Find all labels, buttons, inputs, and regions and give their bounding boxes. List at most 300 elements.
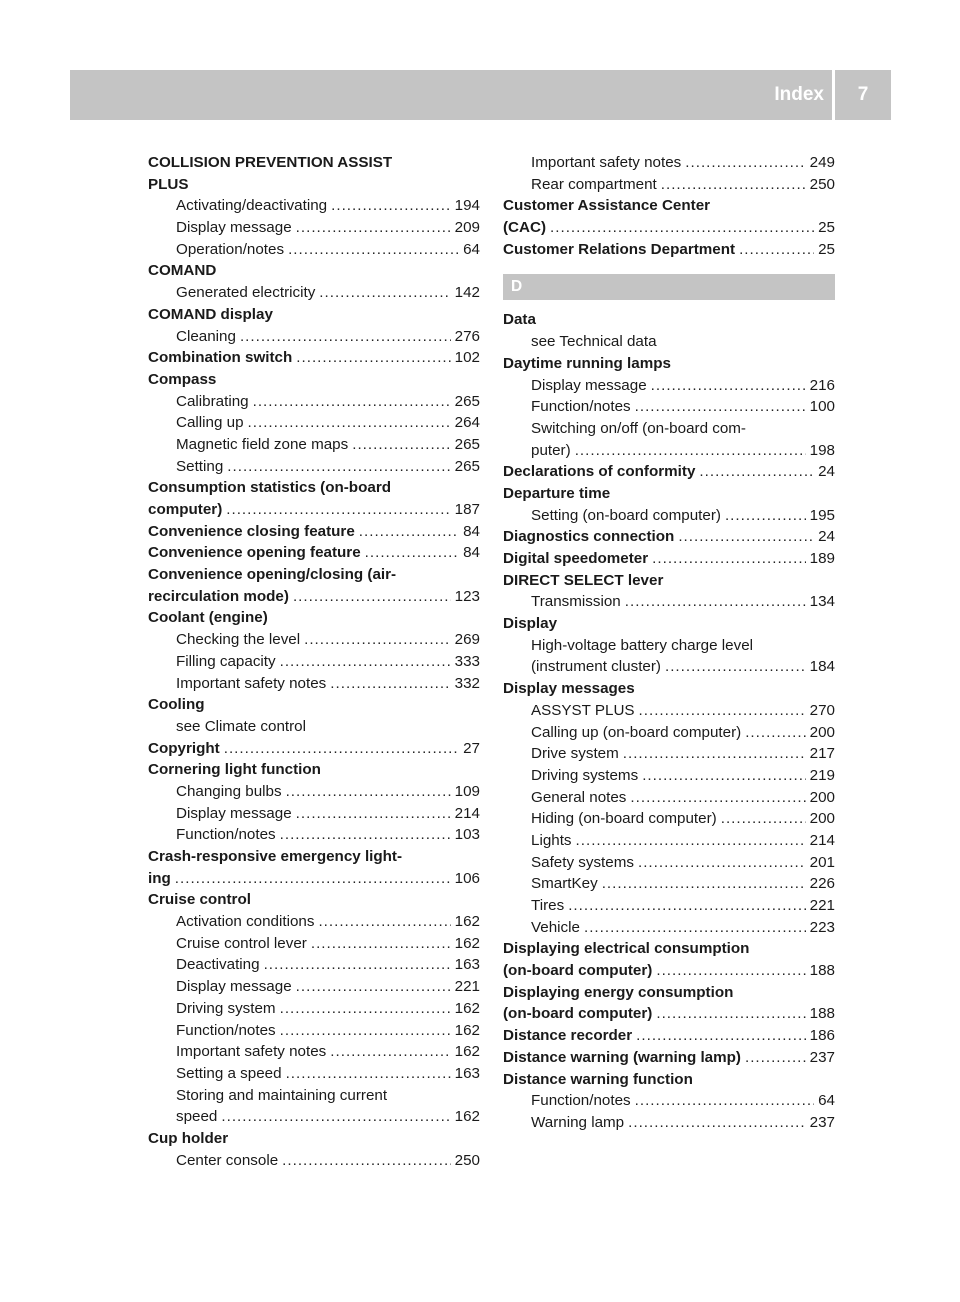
entry-text: Display message bbox=[531, 376, 647, 394]
page-reference: 269 bbox=[454, 631, 480, 649]
index-subentry bbox=[148, 282, 480, 304]
entry-text: Vehicle bbox=[531, 918, 580, 936]
index-entry bbox=[503, 1025, 835, 1047]
index-entry bbox=[503, 938, 835, 960]
leader-dots bbox=[575, 440, 806, 462]
index-entry bbox=[148, 759, 480, 781]
entry-text: Distance warning function bbox=[503, 1070, 693, 1088]
entry-text: Cleaning bbox=[176, 327, 236, 345]
entry-text: Crash-responsive emergency light- bbox=[148, 848, 403, 865]
index-column-left bbox=[148, 152, 480, 1171]
page-reference: 142 bbox=[454, 284, 480, 302]
entry-text: Display messages bbox=[503, 680, 635, 698]
page-number: 7 bbox=[857, 84, 869, 105]
page-reference: 276 bbox=[454, 327, 480, 345]
index-entry bbox=[503, 678, 835, 700]
index-entry bbox=[148, 174, 480, 196]
entry-text: Deactivating bbox=[176, 956, 260, 974]
leader-dots bbox=[175, 868, 451, 890]
index-subentry bbox=[503, 152, 835, 174]
page-reference: 188 bbox=[809, 1005, 835, 1023]
entry-text: Digital speedometer bbox=[503, 550, 649, 567]
page-reference: 188 bbox=[809, 962, 835, 980]
entry-text: Function/notes bbox=[531, 1092, 631, 1110]
page-reference: 265 bbox=[454, 435, 480, 453]
leader-dots bbox=[296, 217, 451, 239]
index-subentry bbox=[503, 787, 835, 809]
index-entry bbox=[503, 613, 835, 635]
index-entry bbox=[503, 239, 835, 261]
leader-dots bbox=[656, 1003, 805, 1025]
index-subentry bbox=[148, 195, 480, 217]
leader-dots bbox=[264, 954, 451, 976]
entry-text: Cornering light function bbox=[148, 761, 321, 779]
index-entry bbox=[148, 542, 480, 564]
page-reference: 24 bbox=[818, 528, 835, 546]
entry-text: Customer Relations Department bbox=[503, 240, 736, 258]
page-reference: 249 bbox=[809, 154, 835, 171]
index-subentry bbox=[503, 895, 835, 917]
index-subentry bbox=[148, 1063, 480, 1085]
leader-dots bbox=[248, 412, 451, 434]
leader-dots bbox=[584, 917, 806, 939]
page-reference: 221 bbox=[809, 897, 835, 914]
entry-text: Declarations of conformity bbox=[503, 463, 696, 481]
index-subentry bbox=[148, 824, 480, 846]
index-entry bbox=[148, 260, 480, 282]
page-reference: 265 bbox=[454, 392, 480, 410]
entry-text: General notes bbox=[531, 788, 627, 806]
entry-text: Tires bbox=[531, 897, 565, 914]
index-entry bbox=[503, 960, 835, 982]
leader-dots bbox=[656, 960, 805, 982]
page-reference: 25 bbox=[818, 219, 835, 237]
entry-text: Combination switch bbox=[148, 349, 293, 367]
index-entry bbox=[503, 982, 835, 1004]
entry-text: Compass bbox=[148, 370, 217, 388]
entry-text: Setting (on-board computer) bbox=[531, 506, 721, 524]
index-subentry bbox=[148, 911, 480, 933]
leader-dots bbox=[330, 1041, 450, 1063]
entry-text: Activation conditions bbox=[176, 913, 315, 931]
page-reference: 64 bbox=[818, 1092, 835, 1110]
index-entry bbox=[503, 1003, 835, 1025]
page-reference: 187 bbox=[454, 501, 480, 518]
index-subentry bbox=[503, 505, 835, 527]
index-list-continued bbox=[503, 152, 835, 260]
entry-text: Generated electricity bbox=[176, 284, 316, 302]
leader-dots bbox=[280, 998, 451, 1020]
entry-text: speed bbox=[176, 1108, 218, 1126]
entry-text: ing bbox=[148, 869, 171, 887]
entry-text: see Climate control bbox=[176, 717, 306, 735]
leader-dots bbox=[311, 933, 451, 955]
leader-dots bbox=[630, 787, 805, 809]
leader-dots bbox=[296, 976, 451, 998]
index-subentry bbox=[503, 418, 835, 440]
page-reference: 221 bbox=[454, 978, 480, 996]
leader-dots bbox=[227, 456, 450, 478]
index-entry bbox=[148, 152, 480, 174]
entry-text: Distance warning (warning lamp) bbox=[503, 1048, 741, 1066]
leader-dots bbox=[642, 765, 805, 787]
page-reference: 237 bbox=[809, 1048, 835, 1066]
page-reference: 200 bbox=[809, 788, 835, 806]
entry-text: Cup holder bbox=[148, 1129, 229, 1147]
page-reference: 223 bbox=[809, 918, 835, 936]
page-reference: 27 bbox=[463, 739, 480, 757]
entry-text: computer) bbox=[148, 501, 223, 518]
index-entry bbox=[148, 694, 480, 716]
index-subentry bbox=[148, 629, 480, 651]
index-subentry bbox=[503, 1112, 835, 1134]
index-entry bbox=[503, 1047, 835, 1069]
index-subentry bbox=[148, 1106, 480, 1128]
page-reference: 64 bbox=[463, 240, 480, 258]
index-column-right bbox=[503, 152, 835, 1134]
leader-dots bbox=[721, 808, 806, 830]
index-subentry bbox=[148, 326, 480, 348]
entry-text: COLLISION PREVENTION ASSIST bbox=[148, 154, 393, 171]
page-reference: 332 bbox=[454, 674, 480, 692]
entry-text: Function/notes bbox=[176, 1021, 276, 1039]
page-reference: 209 bbox=[454, 219, 480, 237]
index-subentry bbox=[503, 375, 835, 397]
index-subentry bbox=[148, 976, 480, 998]
index-entry bbox=[503, 353, 835, 375]
entry-text: Displaying energy consumption bbox=[503, 983, 734, 1001]
page-reference: 264 bbox=[454, 414, 480, 432]
page-reference: 162 bbox=[454, 934, 480, 952]
index-entry bbox=[503, 570, 835, 592]
entry-text: Checking the level bbox=[176, 631, 301, 649]
index-subentry bbox=[503, 635, 835, 657]
entry-text: Storing and maintaining current bbox=[176, 1086, 388, 1104]
index-entry bbox=[148, 499, 480, 521]
entry-text: (instrument cluster) bbox=[531, 658, 661, 676]
leader-dots bbox=[359, 521, 459, 543]
entry-text: Warning lamp bbox=[531, 1113, 625, 1131]
index-entry bbox=[503, 1069, 835, 1091]
leader-dots bbox=[331, 195, 451, 217]
index-list-d bbox=[503, 309, 835, 1133]
index-entry bbox=[148, 521, 480, 543]
leader-dots bbox=[296, 803, 451, 825]
index-entry bbox=[148, 889, 480, 911]
page-reference: 214 bbox=[454, 804, 480, 822]
index-subentry bbox=[148, 803, 480, 825]
entry-text: recirculation mode) bbox=[148, 587, 289, 605]
page-reference: 216 bbox=[809, 376, 835, 394]
leader-dots bbox=[635, 396, 806, 418]
entry-text: Daytime running lamps bbox=[503, 354, 671, 372]
page-reference: 214 bbox=[809, 831, 835, 849]
leader-dots bbox=[224, 738, 459, 760]
leader-dots bbox=[652, 548, 805, 570]
index-entry bbox=[503, 217, 835, 239]
entry-text: Hiding (on-board computer) bbox=[531, 810, 717, 828]
index-subentry bbox=[148, 1020, 480, 1042]
page-reference: 201 bbox=[809, 853, 835, 871]
entry-text: (CAC) bbox=[503, 219, 547, 237]
entry-text: High-voltage battery charge level bbox=[531, 636, 754, 654]
page-reference: 134 bbox=[809, 593, 835, 611]
entry-text: Rear compartment bbox=[531, 175, 657, 193]
entry-text: ASSYST PLUS bbox=[531, 701, 635, 719]
index-entry bbox=[148, 477, 480, 499]
leader-dots bbox=[602, 873, 806, 895]
index-subentry bbox=[148, 998, 480, 1020]
entry-text: Display bbox=[503, 615, 558, 633]
entry-text: COMAND bbox=[148, 262, 217, 280]
index-entry bbox=[148, 586, 480, 608]
page-reference: 237 bbox=[809, 1113, 835, 1131]
leader-dots bbox=[699, 461, 814, 483]
index-subentry bbox=[503, 656, 835, 678]
entry-text: Calibrating bbox=[176, 392, 249, 410]
entry-text: Diagnostics connection bbox=[503, 528, 675, 546]
index-entry bbox=[148, 347, 480, 369]
leader-dots bbox=[745, 1047, 806, 1069]
index-subentry bbox=[148, 673, 480, 695]
index-subentry bbox=[148, 217, 480, 239]
page-reference: 194 bbox=[454, 197, 480, 215]
leader-dots bbox=[280, 1020, 451, 1042]
page-reference: 226 bbox=[809, 875, 835, 893]
index-subentry bbox=[503, 1090, 835, 1112]
leader-dots bbox=[365, 542, 459, 564]
leader-dots bbox=[286, 1063, 451, 1085]
entry-text: see Technical data bbox=[531, 333, 657, 351]
leader-dots bbox=[282, 1150, 451, 1172]
index-subentry bbox=[148, 391, 480, 413]
leader-dots bbox=[639, 700, 806, 722]
index-subentry bbox=[503, 743, 835, 765]
index-subentry bbox=[148, 781, 480, 803]
entry-text: Convenience closing feature bbox=[148, 522, 355, 540]
leader-dots bbox=[288, 239, 459, 261]
page-reference: 270 bbox=[809, 701, 835, 719]
page-reference: 219 bbox=[809, 766, 835, 784]
page-reference: 162 bbox=[454, 913, 480, 931]
entry-text: Activating/deactivating bbox=[176, 197, 328, 215]
entry-text: Operation/notes bbox=[176, 240, 285, 258]
entry-text: Display message bbox=[176, 804, 292, 822]
index-entry bbox=[503, 526, 835, 548]
leader-dots bbox=[678, 526, 814, 548]
entry-text: Important safety notes bbox=[531, 154, 682, 171]
entry-text: Cruise control lever bbox=[176, 934, 307, 952]
entry-text: Switching on/off (on-board com- bbox=[531, 419, 746, 437]
page-reference: 163 bbox=[454, 1064, 480, 1082]
entry-text: COMAND display bbox=[148, 305, 273, 323]
entry-text: Magnetic field zone maps bbox=[176, 435, 349, 453]
index-subentry bbox=[503, 852, 835, 874]
leader-dots bbox=[550, 217, 814, 239]
index-subentry bbox=[503, 830, 835, 852]
entry-text: SmartKey bbox=[531, 875, 598, 893]
entry-text: Transmission bbox=[531, 593, 621, 611]
leader-dots bbox=[685, 152, 805, 174]
index-subentry bbox=[148, 239, 480, 261]
page-reference: 24 bbox=[818, 463, 835, 481]
entry-text: Cruise control bbox=[148, 891, 251, 909]
page-reference: 250 bbox=[809, 175, 835, 193]
entry-text: Changing bulbs bbox=[176, 782, 282, 800]
entry-text: PLUS bbox=[148, 175, 189, 193]
entry-text: Coolant (engine) bbox=[148, 609, 268, 627]
index-entry bbox=[148, 1128, 480, 1150]
leader-dots bbox=[226, 499, 450, 521]
page-reference: 198 bbox=[809, 441, 835, 459]
entry-text: Consumption statistics (on-board bbox=[148, 479, 391, 497]
leader-dots bbox=[280, 651, 451, 673]
entry-text: Convenience opening/closing (air- bbox=[148, 566, 397, 584]
index-subentry bbox=[148, 1085, 480, 1107]
page-reference: 333 bbox=[454, 652, 480, 670]
entry-text: Driving system bbox=[176, 999, 276, 1017]
entry-text: DIRECT SELECT lever bbox=[503, 571, 664, 589]
page-reference: 186 bbox=[809, 1027, 835, 1045]
leader-dots bbox=[240, 326, 451, 348]
index-entry bbox=[148, 868, 480, 890]
entry-text: Display message bbox=[176, 219, 292, 237]
index-entry bbox=[148, 304, 480, 326]
leader-dots bbox=[330, 673, 450, 695]
entry-text: Copyright bbox=[148, 739, 220, 757]
entry-text: Display message bbox=[176, 978, 292, 996]
index-entry bbox=[148, 564, 480, 586]
index-subentry bbox=[148, 716, 480, 738]
entry-text: Displaying electrical consumption bbox=[503, 940, 750, 958]
index-subentry bbox=[148, 1150, 480, 1172]
entry-text: Distance recorder bbox=[503, 1027, 633, 1045]
index-entry bbox=[148, 607, 480, 629]
index-subentry bbox=[148, 456, 480, 478]
entry-text: Cooling bbox=[148, 696, 205, 714]
entry-text: Filling capacity bbox=[176, 652, 276, 670]
entry-text: Important safety notes bbox=[176, 1043, 327, 1061]
entry-text: Lights bbox=[531, 831, 572, 849]
page-title: Index bbox=[774, 84, 824, 105]
entry-text: Data bbox=[503, 311, 536, 329]
index-subentry bbox=[503, 331, 835, 353]
entry-text: Departure time bbox=[503, 484, 611, 502]
index-subentry bbox=[503, 591, 835, 613]
index-subentry bbox=[148, 933, 480, 955]
index-entry bbox=[148, 738, 480, 760]
leader-dots bbox=[304, 629, 451, 651]
leader-dots bbox=[319, 282, 450, 304]
leader-dots bbox=[352, 434, 450, 456]
entry-text: Important safety notes bbox=[176, 674, 327, 692]
leader-dots bbox=[623, 743, 806, 765]
leader-dots bbox=[625, 591, 806, 613]
page-reference: 123 bbox=[454, 587, 480, 605]
entry-text: Function/notes bbox=[531, 398, 631, 416]
page-reference: 103 bbox=[454, 826, 480, 844]
page-reference: 200 bbox=[809, 810, 835, 828]
page-reference: 106 bbox=[454, 869, 480, 887]
leader-dots bbox=[635, 1090, 814, 1112]
index-entry bbox=[503, 483, 835, 505]
page-reference: 189 bbox=[809, 550, 835, 567]
page-reference: 100 bbox=[809, 398, 835, 416]
leader-dots bbox=[661, 174, 806, 196]
entry-text: Calling up (on-board computer) bbox=[531, 723, 742, 741]
page-reference: 265 bbox=[454, 457, 480, 475]
index-entry bbox=[503, 195, 835, 217]
index-subentry bbox=[503, 765, 835, 787]
leader-dots bbox=[286, 781, 451, 803]
page-reference: 162 bbox=[454, 1021, 480, 1039]
leader-dots bbox=[745, 722, 805, 744]
index-entry bbox=[148, 369, 480, 391]
leader-dots bbox=[576, 830, 806, 852]
page-reference: 184 bbox=[809, 658, 835, 676]
leader-dots bbox=[280, 824, 451, 846]
page-reference: 200 bbox=[809, 723, 835, 741]
leader-dots bbox=[665, 656, 806, 678]
page-reference: 250 bbox=[454, 1151, 480, 1169]
index-entry bbox=[503, 309, 835, 331]
leader-dots bbox=[628, 1112, 806, 1134]
index-subentry bbox=[148, 412, 480, 434]
page-reference: 109 bbox=[454, 782, 480, 800]
leader-dots bbox=[568, 895, 805, 917]
page-reference: 162 bbox=[454, 1108, 480, 1126]
page-reference: 195 bbox=[809, 506, 835, 524]
index-entry bbox=[503, 548, 835, 570]
leader-dots bbox=[221, 1106, 450, 1128]
page-reference: 217 bbox=[809, 745, 835, 763]
index-subentry bbox=[148, 434, 480, 456]
entry-text: Setting a speed bbox=[176, 1064, 282, 1082]
index-subentry bbox=[503, 174, 835, 196]
page-reference: 25 bbox=[818, 240, 835, 258]
leader-dots bbox=[296, 347, 450, 369]
page-reference: 162 bbox=[454, 1043, 480, 1061]
leader-dots bbox=[725, 505, 806, 527]
leader-dots bbox=[636, 1025, 806, 1047]
entry-text: (on-board computer) bbox=[503, 962, 653, 980]
entry-text: Convenience opening feature bbox=[148, 544, 361, 562]
section-heading-d: D bbox=[503, 274, 835, 300]
index-subentry bbox=[503, 808, 835, 830]
leader-dots bbox=[739, 239, 814, 261]
leader-dots bbox=[318, 911, 450, 933]
index-subentry bbox=[503, 722, 835, 744]
entry-text: (on-board computer) bbox=[503, 1005, 653, 1023]
page-reference: 163 bbox=[454, 956, 480, 974]
index-subentry bbox=[503, 917, 835, 939]
entry-text: Driving systems bbox=[531, 766, 639, 784]
entry-text: puter) bbox=[531, 441, 571, 459]
leader-dots bbox=[253, 391, 451, 413]
entry-text: Calling up bbox=[176, 414, 244, 432]
page-reference: 84 bbox=[463, 544, 480, 562]
index-subentry bbox=[503, 440, 835, 462]
index-subentry bbox=[503, 873, 835, 895]
entry-text: Center console bbox=[176, 1151, 279, 1169]
index-subentry bbox=[148, 954, 480, 976]
entry-text: Customer Assistance Center bbox=[503, 197, 711, 215]
index-subentry bbox=[503, 700, 835, 722]
entry-text: Safety systems bbox=[531, 853, 634, 871]
entry-text: Drive system bbox=[531, 745, 619, 763]
entry-text: Setting bbox=[176, 457, 224, 475]
page-reference: 84 bbox=[463, 522, 480, 540]
